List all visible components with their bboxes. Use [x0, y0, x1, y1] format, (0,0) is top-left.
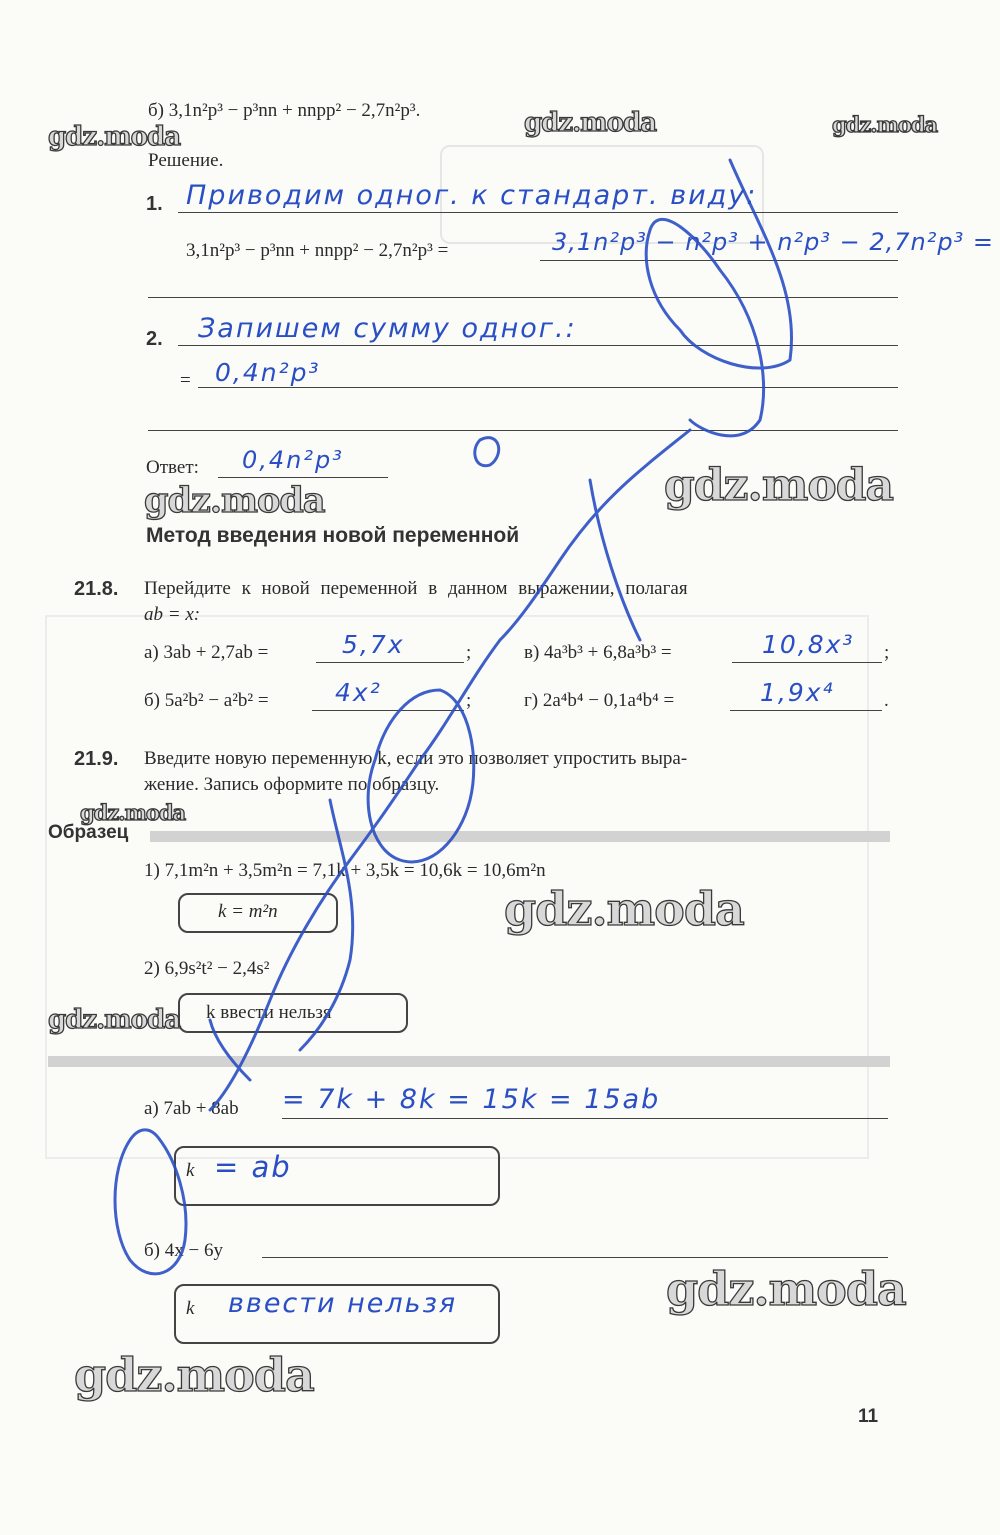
watermark: gdz.moda	[74, 1348, 314, 1402]
task-21-8-text-1: Перейдите к новой переменной в данном выражении, полагая	[144, 578, 688, 599]
step-2-number: 2.	[146, 328, 163, 350]
handwritten-b: 4x²	[335, 678, 382, 707]
handwritten-step-1: Приводим одног. к стандарт. виду:	[186, 180, 758, 211]
answer-box-b-k: k	[186, 1298, 195, 1319]
punctuation: ;	[466, 642, 472, 663]
sample-example-2: 2) 6,9s²t² − 2,4s²	[144, 958, 270, 979]
task-21-9-b: б) 4x − 6y	[144, 1240, 223, 1261]
handwritten-step-2-result: 0,4n²p³	[215, 358, 321, 387]
item-b-expression: б) 3,1n²p³ − p³nn + nnpp² − 2,7n²p³.	[148, 100, 421, 121]
watermark: gdz.moda	[48, 122, 181, 152]
task-21-9-number: 21.9.	[74, 748, 119, 770]
page-number: 11	[858, 1406, 879, 1427]
handwritten-21-9-a: = 7k + 8k = 15k = 15ab	[282, 1084, 661, 1115]
task-21-8-g: г) 2a⁴b⁴ − 0,1a⁴b⁴ =	[524, 690, 675, 711]
handwritten-answer: 0,4n²p³	[242, 446, 344, 474]
answer-label: Ответ:	[146, 457, 199, 478]
watermark: gdz.moda	[832, 112, 938, 137]
task-21-8-v: в) 4a³b³ + 6,8a³b³ =	[524, 642, 672, 663]
handwritten-v: 10,8x³	[762, 630, 855, 659]
handwritten-step-1-result: 3,1n²p³ − n²p³ + n²p³ − 2,7n²p³ =	[552, 228, 994, 256]
sample-box-2-text: k ввести нельзя	[206, 1002, 332, 1023]
sample-label: Образец	[48, 822, 129, 843]
step-2-equals: =	[180, 370, 191, 391]
handwritten-g: 1,9x⁴	[760, 678, 835, 707]
punctuation: .	[884, 690, 889, 711]
watermark: gdz.moda	[48, 1005, 181, 1035]
handwritten-box-a: = ab	[214, 1150, 292, 1184]
handwritten-step-2: Запишем сумму одног.:	[198, 313, 577, 344]
task-21-8-b: б) 5a²b² − a²b² =	[144, 690, 269, 711]
watermark: gdz.moda	[664, 460, 894, 511]
watermark: gdz.moda	[80, 800, 186, 825]
task-21-9-text-1: Введите новую переменную k, если это позволяет упростить выра-	[144, 748, 688, 769]
handwritten-a: 5,7x	[342, 630, 405, 659]
punctuation: ;	[884, 642, 890, 663]
watermark: gdz.moda	[504, 882, 744, 936]
task-21-8-text-2: ab = x:	[144, 604, 201, 625]
step-1-expression: 3,1n²p³ − p³nn + nnpp² − 2,7n²p³ =	[186, 240, 449, 261]
watermark: gdz.moda	[666, 1262, 906, 1316]
task-21-9-text-2: жение. Запись оформите по образцу.	[144, 774, 440, 795]
task-21-8-a: а) 3ab + 2,7ab =	[144, 642, 269, 663]
answer-box-a-k: k	[186, 1160, 195, 1181]
sample-box-1-text: k = m²n	[218, 901, 278, 922]
sample-example-1: 1) 7,1m²n + 3,5m²n = 7,1k + 3,5k = 10,6k = 10,6m²n	[144, 860, 546, 881]
solution-label: Решение.	[148, 150, 224, 171]
punctuation: ;	[466, 690, 472, 711]
section-heading: Метод введения новой переменной	[146, 524, 520, 547]
step-1-number: 1.	[146, 193, 163, 215]
task-21-8-number: 21.8.	[74, 578, 119, 600]
handwritten-box-b: ввести нельзя	[228, 1288, 458, 1319]
task-21-9-a: а) 7ab + 8ab	[144, 1098, 239, 1119]
watermark: gdz.moda	[144, 480, 325, 521]
watermark: gdz.moda	[524, 108, 657, 138]
